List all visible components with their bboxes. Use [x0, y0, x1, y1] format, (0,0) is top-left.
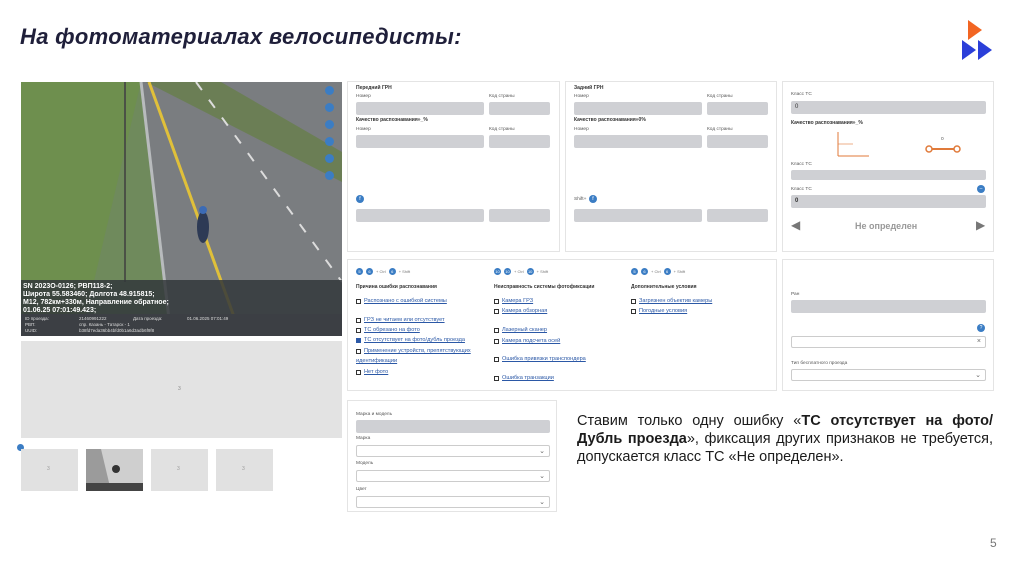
checkbox-icon — [494, 357, 499, 362]
ran-input[interactable] — [791, 300, 986, 313]
error-checkbox-checked[interactable] — [356, 337, 465, 343]
quality-label: Качество распознавания»0% — [574, 117, 646, 123]
checkbox-label: Ошибка транзакции — [502, 375, 554, 381]
meta-key: РВП: — [25, 322, 36, 327]
hotkey-shift: Shift — [402, 269, 411, 274]
fullscreen-icon[interactable] — [325, 171, 334, 180]
number-label: Номер — [356, 127, 371, 132]
hotkeys-col2: 10 10 + Ctrl 10 + Shift — [495, 269, 549, 274]
front-hotkey-icon[interactable]: f — [356, 195, 364, 203]
meta-value: b38fd7eda36bb4bfd0b1a6d3adb6f9f8 — [79, 328, 155, 333]
meta-value: 01.06.2025 07:01:49 — [187, 316, 229, 321]
photo-controls — [322, 86, 336, 188]
class-result: Не определен — [855, 221, 918, 231]
class-next-icon[interactable]: ▶ — [976, 218, 986, 232]
model-select[interactable] — [356, 470, 550, 482]
number-label: Номер — [356, 94, 371, 99]
checkbox-icon — [631, 299, 636, 304]
class-slider[interactable] — [925, 144, 961, 154]
color-label: Цвет — [356, 487, 367, 492]
class-label: Класс ТС — [791, 187, 812, 192]
rear-number-input-2[interactable] — [574, 135, 702, 148]
checkbox-icon — [494, 309, 499, 314]
checkbox-label: ГРЗ не читаем или отсутствует — [364, 317, 445, 323]
reset-icon[interactable] — [325, 137, 334, 146]
class-input-3[interactable] — [791, 195, 986, 208]
extra-info-card — [782, 259, 994, 391]
free-pass-select[interactable] — [791, 369, 986, 381]
error-checkbox[interactable] — [356, 369, 388, 375]
chevron-down-icon: ⌄ — [539, 499, 545, 506]
chevron-down-icon: ⌄ — [539, 448, 545, 455]
thumbnail[interactable] — [86, 449, 143, 491]
country-label: Код страны — [707, 94, 733, 99]
rear-extra-country[interactable] — [707, 209, 768, 222]
brand-select[interactable] — [356, 445, 550, 457]
class-value: 0 — [795, 198, 799, 204]
error-checkbox[interactable] — [631, 298, 712, 304]
ran-select[interactable]: × — [791, 336, 986, 348]
front-country-input-2[interactable] — [489, 135, 550, 148]
hotkeys-col1: 5 6 + Ctrl 6 + Shift — [356, 268, 410, 275]
checkbox-label: Ошибка привязки транспондера — [502, 356, 586, 362]
model-only-label: Модель — [356, 461, 374, 466]
front-extra-country[interactable] — [489, 209, 550, 222]
checkbox-icon — [494, 299, 499, 304]
error-checkbox[interactable] — [494, 375, 554, 381]
number-label: Номер — [574, 127, 589, 132]
checkbox-icon — [494, 339, 499, 344]
checkbox-label: Камера обзорная — [502, 308, 548, 314]
error-checkbox[interactable] — [494, 356, 586, 362]
error-checkbox[interactable] — [494, 298, 533, 304]
note-prefix: Ставим только одну ошибку « — [577, 413, 802, 429]
brand-logo-icon — [958, 18, 1002, 62]
thumbnail-strip — [21, 449, 342, 491]
page-number: 5 — [990, 536, 997, 550]
front-number-input-2[interactable] — [356, 135, 484, 148]
checkbox-label-continuation — [356, 358, 397, 364]
class-input-2[interactable] — [791, 170, 986, 180]
checkbox-label: ТС отсутствует на фото/дубль проезда — [364, 337, 465, 343]
class-edit-icon[interactable]: – — [977, 185, 985, 193]
country-label: Код страны — [489, 127, 515, 132]
checkbox-label: Применение устройств, препятствующих — [364, 348, 471, 354]
country-label: Код страны — [489, 94, 515, 99]
checkbox-label: Лазерный сканер — [502, 327, 548, 333]
checkbox-icon — [356, 318, 361, 323]
rotate-icon[interactable] — [325, 120, 334, 129]
number-label: Номер — [574, 94, 589, 99]
caption-line: 01.06.25 07:01:49.423; — [23, 307, 97, 314]
brightness-icon[interactable] — [325, 154, 334, 163]
error-checkbox[interactable] — [631, 308, 687, 314]
free-pass-label: Тип бесплатного проезда — [791, 361, 848, 366]
zoom-out-icon[interactable] — [325, 103, 334, 112]
class-prev-icon[interactable]: ◀ — [791, 218, 801, 232]
checkbox-icon — [356, 370, 361, 375]
car-card — [347, 400, 557, 512]
meta-key: Дата проезда: — [133, 316, 163, 321]
placeholder-mark: 3 — [177, 466, 180, 472]
checkbox-label: Камера ГРЗ — [502, 298, 534, 304]
placeholder-mark: 3 — [178, 386, 181, 392]
checkbox-label: Нет фото — [364, 369, 389, 375]
error-checkbox[interactable] — [356, 317, 445, 323]
quality-label: Качество распознавания»_% — [791, 120, 863, 126]
hotkeys-col3: 5 6 + Ctrl 6 + Shift — [631, 268, 685, 275]
rear-extra-input[interactable] — [574, 209, 702, 222]
brand-label: Марка — [356, 436, 371, 441]
error-checkbox[interactable] — [494, 308, 547, 314]
class-label: Класс ТС — [791, 162, 812, 167]
secondary-photo[interactable] — [21, 341, 342, 438]
class-value: 0 — [795, 104, 799, 110]
caption-line: М12, 782км+330м, Направление обратное; — [23, 299, 169, 306]
color-select[interactable] — [356, 496, 550, 508]
country-label: Код страны — [707, 127, 733, 132]
photo-caption — [23, 283, 223, 315]
slider-value: 0 — [941, 137, 944, 142]
note-suffix: », фиксация других признаков не требуется, допускается класс ТС «Не определен». — [577, 431, 993, 465]
caption-line: SN 2023O-0126; РВП118-2; — [23, 283, 113, 290]
checkbox-icon — [494, 328, 499, 333]
front-plate-heading: Передний ГРН — [356, 85, 392, 91]
checkbox-label: идентификации — [356, 358, 398, 364]
checkbox-icon — [356, 328, 361, 333]
rear-hotkey-icon[interactable]: f — [589, 195, 597, 203]
checkbox-label: Загрязнен объектив камеры — [639, 298, 713, 304]
col3-title: Дополнительные условия — [631, 284, 697, 290]
hotkey-ctrl: Ctrl — [379, 269, 386, 274]
photo-meta — [21, 314, 342, 336]
rear-country-input[interactable] — [707, 102, 768, 115]
checkbox-icon — [356, 299, 361, 304]
checkbox-icon — [356, 349, 361, 354]
rear-plate-heading: Задний ГРН — [574, 85, 604, 91]
model-label: Марка и модель — [356, 412, 393, 417]
checkbox-icon — [631, 309, 636, 314]
thumbnail[interactable] — [216, 449, 273, 491]
checkbox-label: ТС обрезано на фото — [364, 327, 420, 333]
col1-title: Причина ошибки распознавания — [356, 284, 437, 290]
note-bold: ТС отсутствует на фото/Дубль проезда — [577, 413, 993, 447]
errors-card — [347, 259, 777, 391]
checkbox-label: Погодные условия — [639, 308, 688, 314]
checkbox-checked-icon — [356, 338, 361, 343]
error-checkbox[interactable] — [356, 298, 447, 304]
checkbox-icon — [494, 376, 499, 381]
rear-plate-card — [565, 81, 777, 252]
rear-number-input[interactable] — [574, 102, 702, 115]
slide-title: На фотоматериалах велосипедисты: — [20, 24, 462, 49]
class-input[interactable] — [791, 101, 986, 114]
placeholder-mark: 3 — [242, 466, 245, 472]
class-label: Класс ТС — [791, 92, 812, 97]
error-checkbox[interactable] — [356, 348, 471, 354]
front-plate-card — [347, 81, 560, 252]
instruction-note — [577, 412, 993, 466]
placeholder-mark: 3 — [47, 466, 50, 472]
vehicle-class-card — [782, 81, 994, 252]
ran-label: Ран — [791, 292, 800, 297]
col2-title: Неисправность системы фотофиксации — [494, 284, 595, 290]
quality-label: Качество распознавания»_% — [356, 117, 428, 123]
meta-value: 21460991222 — [79, 316, 107, 321]
thumbnail[interactable] — [151, 449, 208, 491]
front-country-input[interactable] — [489, 102, 550, 115]
chevron-down-icon: ⌄ — [975, 372, 981, 379]
rear-country-input-2[interactable] — [707, 135, 768, 148]
meta-key: UUID: — [25, 328, 38, 333]
front-extra-input[interactable] — [356, 209, 484, 222]
error-checkbox[interactable] — [494, 327, 547, 333]
chevron-down-icon: ⌄ — [539, 473, 545, 480]
quality-graph-icon — [833, 130, 873, 160]
info-icon[interactable]: ? — [977, 324, 985, 332]
zoom-in-icon[interactable] — [325, 86, 334, 95]
meta-value: спр. Казань - Татарск - 1 — [79, 322, 130, 327]
thumbnail[interactable] — [21, 449, 78, 491]
checkbox-label: Камера подсчета осей — [502, 338, 561, 344]
checkbox-label: Распознано с ошибкой системы — [364, 298, 447, 304]
shift-label: Shift+ — [574, 197, 587, 202]
meta-key: ID проезда: — [25, 316, 49, 321]
error-checkbox[interactable] — [356, 327, 420, 333]
caption-line: Широта 55.583460; Долгота 48.915815; — [23, 291, 155, 298]
error-checkbox[interactable] — [494, 338, 560, 344]
model-input[interactable] — [356, 420, 550, 433]
front-number-input[interactable] — [356, 102, 484, 115]
